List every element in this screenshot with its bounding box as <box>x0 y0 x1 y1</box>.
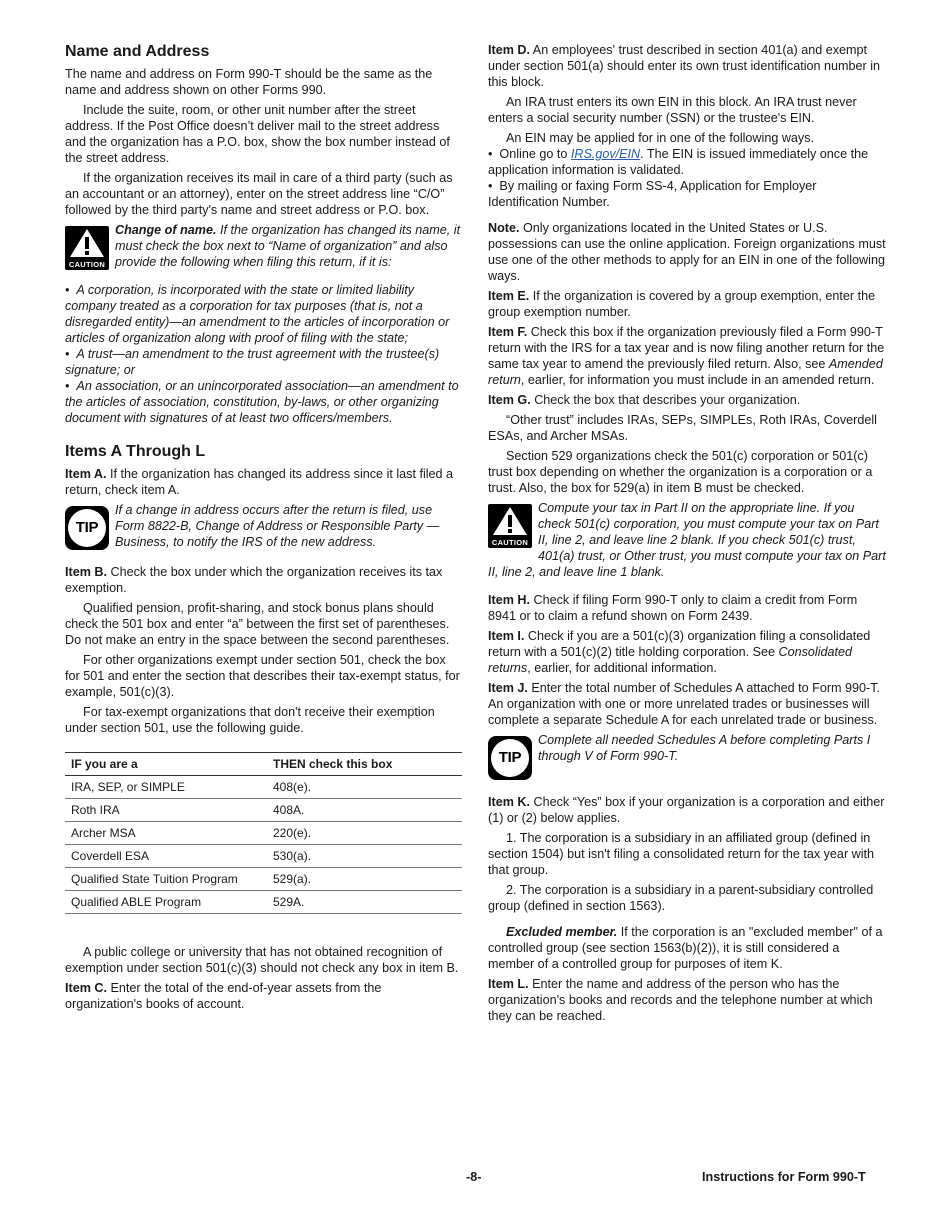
table-row: Archer MSA 220(e). <box>65 822 462 845</box>
item-e: Item E. If the organization is covered by a group exemption, enter the group exemption number. <box>488 289 876 319</box>
tip-icon <box>488 736 532 780</box>
paragraph: A public college or university that has not obtained recognition of exemption under section 501(c)(3) should not check any box in item B. <box>65 945 459 975</box>
item-a: Item A. If the organization has changed its address since it last filed a return, check item A. <box>65 467 454 497</box>
item-k: Item K. Check “Yes” box if your organization is a corporation and either (1) or (2) below applies. <box>488 795 885 825</box>
tip-icon <box>65 506 109 550</box>
tip-note-address-change <box>65 502 462 552</box>
paragraph: Section 529 organizations check the 501(c) corporation or 501(c) trust box depending on whether the organization is a corporation or a trust. Also, the box for 529(a) in item B must be checked. <box>488 449 873 495</box>
table-row: Roth IRA 408A. <box>65 799 462 822</box>
caution-icon <box>65 226 109 270</box>
item-j: Item J. Enter the total number of Schedules A attached to Form 990-T. An organization with one or more unrelated trades or businesses will complete a separate Schedule A for each unrelated trade or business. <box>488 681 881 727</box>
paragraph: Include the suite, room, or other unit number after the street address. If the Post Office doesn’t deliver mail to the street address and the organization has a P.O. box, show the box number instead of the street address. <box>65 103 450 165</box>
item-i: Item I. Check if you are a 501(c)(3) organization filing a consolidated return with a 501(c)(2) title holding corporation. See Consolidated returns, earlier, for additional information. <box>488 629 871 675</box>
item-h: Item H. Check if filing Form 990-T only to claim a credit from Form 8941 or to claim a refund shown on Form 2439. <box>488 593 858 623</box>
table-row: Qualified State Tuition Program 529(a). <box>65 868 462 891</box>
caution-icon <box>488 504 532 548</box>
caution-label: CAUTION <box>68 260 106 269</box>
paragraph: The name and address on Form 990-T should be the same as the name and address shown on other Forms 990. <box>65 67 433 97</box>
list-item: • A corporation, is incorporated with the state or limited liability company treated as a corporation for tax purposes (that is, not a disregarded entity)—an amendment to the articles of incorporation or articles of organization along with proof of filing with the state; <box>65 283 450 345</box>
paragraph: 2. The corporation is a subsidiary in a parent-subsidiary controlled group (defined in section 1563). <box>488 883 874 913</box>
excluded-member: Excluded member. If the corporation is an "excluded member" of a controlled group (see section 1563(b)(2)), it is still considered a member of a controlled group for purposes of item K. <box>488 925 883 971</box>
tip-label: TIP <box>75 519 99 536</box>
table-row: IRA, SEP, or SIMPLE 408(e). <box>65 776 462 799</box>
list-item: • An association, or an unincorporated association—an amendment to the articles of association, constitution, by-laws, or other organizing document with signatures of at least two officers/members. <box>65 379 459 425</box>
list-item: • By mailing or faxing Form SS-4, Application for Employer Identification Number. <box>488 179 817 209</box>
bullet-list <box>65 282 462 426</box>
item-c: Item C. Enter the total of the end-of-year assets from the organization's books of account. <box>65 981 382 1011</box>
left-column <box>65 42 462 1016</box>
item-f: Item F. Check this box if the organization previously filed a Form 990-T return with the IRS for a tax year and is now filing another return for the same tax year to amend the previously filed return. Also, see Amended return, earlier, for information you must include in an amended return. <box>488 325 885 387</box>
list-item: • A trust—an amendment to the trust agreement with the trustee(s) signature; or <box>65 347 440 377</box>
form-title: Instructions for Form 990-T <box>702 1170 866 1184</box>
item-g: Item G. Check the box that describes your organization. <box>488 393 801 407</box>
tip-label: TIP <box>498 749 522 766</box>
item-d: Item D. An employees' trust described in section 401(a) and exempt under section 501(a) should enter its own trust identification number in this block. <box>488 43 881 89</box>
item-l: Item L. Enter the name and address of the person who has the organization's books and records and the telephone number at which they can be reached. <box>488 977 873 1023</box>
paragraph: An IRA trust enters its own EIN in this block. An IRA trust never enters a social security number (SSN) or the trustee's EIN. <box>488 95 857 125</box>
irs-ein-link[interactable]: IRS.gov/EIN <box>570 147 641 161</box>
section-heading-name-address: Name and Address <box>65 43 210 60</box>
tip-text: If a change in address occurs after the return is filed, use Form 8822-B, Change of Address or Responsible Party — Business, to notify the IRS of the new address. <box>115 503 440 549</box>
paragraph: Qualified pension, profit-sharing, and stock bonus plans should check the 501 box and enter “a” between the first set of parentheses. Do not make an entry in the space between the second parentheses. <box>65 601 450 647</box>
change-of-name-title: Change of name. <box>115 223 217 237</box>
caution-text: Compute your tax in Part II on the appropriate line. If you check 501(c) corporation, you must compute your tax on Part II, line 2, and leave line 2 blank. If you check 501(c) trust, 401(a) trust, or Other trust, you must compute your tax on Part II, line 2, and leave line 1 blank. <box>488 501 886 579</box>
table-header: THEN check this box <box>267 753 462 776</box>
paragraph: For other organizations exempt under section 501, check the box for 501 and enter the section that describes their tax-exempt status, for example, 501(c)(3). <box>65 653 460 699</box>
caution-label: CAUTION <box>491 538 529 547</box>
paragraph: 1. The corporation is a subsidiary in an affiliated group (defined in section 1504) but isn't filing a consolidated return for the tax year with that group. <box>488 831 875 877</box>
table-header: IF you are a <box>65 753 267 776</box>
list-item: • Online go to IRS.gov/EIN. The EIN is issued immediately once the application information is validated. <box>488 147 869 177</box>
exemption-guide-table <box>65 752 462 914</box>
item-b: Item B. Check the box under which the organization receives its tax exemption. <box>65 565 443 595</box>
page-number: -8- <box>466 1170 482 1184</box>
paragraph: An EIN may be applied for in one of the following ways. <box>506 131 815 145</box>
note: Note. Only organizations located in the United States or U.S. possessions can use the online application. Foreign organizations must use one of the other methods to apply for an EIN in one of the following ways. <box>488 221 886 283</box>
caution-note-change-of-name <box>65 222 462 270</box>
section-heading-items: Items A Through L <box>65 443 206 460</box>
right-column <box>488 42 886 1028</box>
table-header-row <box>65 753 462 776</box>
table-row: Qualified ABLE Program 529A. <box>65 891 462 914</box>
paragraph: For tax-exempt organizations that don't receive their exemption under section 501, use the following guide. <box>65 705 435 735</box>
table-row: Coverdell ESA 530(a). <box>65 845 462 868</box>
caution-note-compute-tax <box>488 500 886 580</box>
paragraph: “Other trust” includes IRAs, SEPs, SIMPLEs, Roth IRAs, Coverdell ESAs, and Archer MSAs. <box>488 413 877 443</box>
tip-text: Complete all needed Schedules A before completing Parts I through V of Form 990-T. <box>538 733 871 763</box>
paragraph: If the organization receives its mail in care of a third party (such as an accountant or an attorney), enter on the street address line “C/O” followed by the third party's name and street address or P.O. box. <box>65 171 453 217</box>
tip-note-schedules <box>488 732 886 782</box>
change-of-name-text: If the organization has changed its name, it must check the box next to “Name of organization” and also provide the following when filing this return, if it is: <box>115 223 461 269</box>
